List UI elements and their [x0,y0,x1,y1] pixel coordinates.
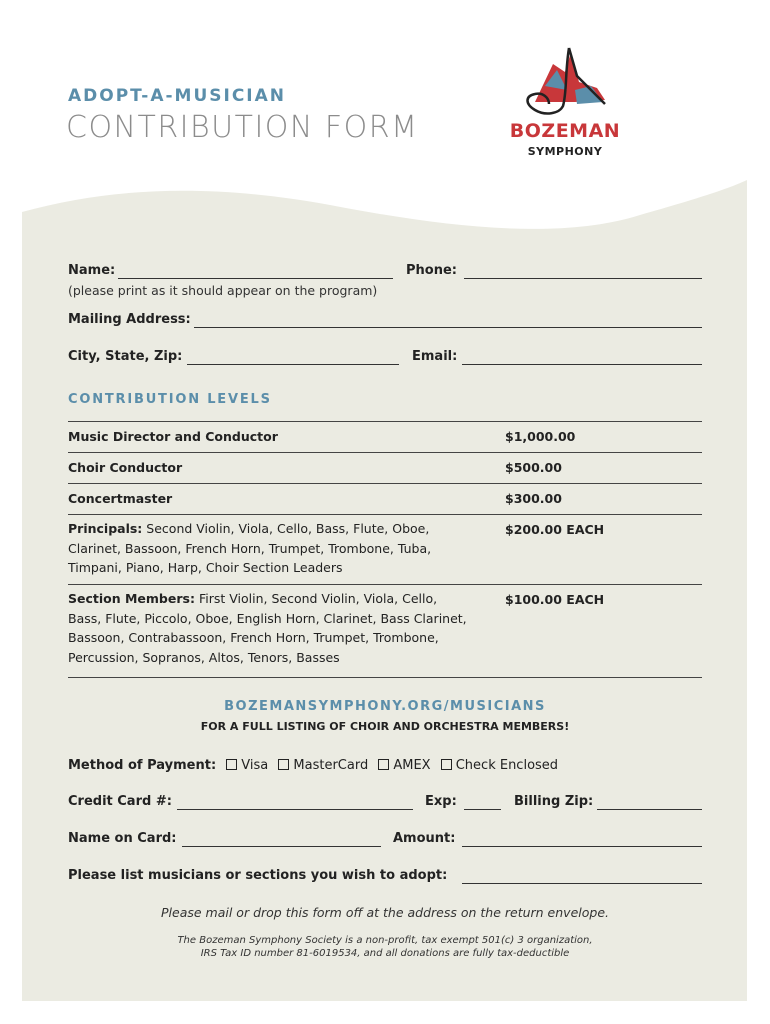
visa-label: Visa [241,758,269,773]
mastercard-label: MasterCard [293,758,369,773]
phone-input-line[interactable] [464,278,702,279]
check-enclosed-label: Check Enclosed [455,758,559,773]
billing-zip-label: Billing Zip: [514,794,594,809]
contribution-levels-title: CONTRIBUTION LEVELS [68,392,272,407]
name-on-card-label: Name on Card: [68,831,177,846]
level-desc-section-members: First Violin, Second Violin, Viola, Cello, Bass, Flute, Piccolo, Oboe, English Horn, Clarinet, Bass Clarinet, Bassoon, Contrabassoon, French Horn, Trumpet, Trombone, Percussion, Sopranos, Altos, Tenors, Basses [68,591,467,665]
check-enclosed-checkbox[interactable] [441,759,452,770]
card-number-label: Credit Card #: [68,794,172,809]
level-amount-concertmaster: $300.00 [505,491,562,506]
level-name-principals: Principals: [68,521,143,536]
email-label: Email: [412,349,458,364]
musicians-input-line[interactable] [462,883,702,884]
divider [68,584,702,585]
divider [68,514,702,515]
website-link[interactable]: BOZEMANSYMPHONY.ORG/MUSICIANS [224,699,546,714]
amex-checkbox[interactable] [378,759,389,770]
level-amount-music-director: $1,000.00 [505,429,576,444]
website-subtext: FOR A FULL LISTING OF CHOIR AND ORCHESTRA MEMBERS! [200,720,570,733]
name-hint: (please print as it should appear on the program) [68,283,378,298]
divider [68,421,702,422]
level-amount-section-members: $100.00 EACH [505,592,605,607]
billing-zip-input-line[interactable] [597,809,702,810]
payment-method-row [68,758,558,773]
level-name-section-members: Section Members: [68,591,195,606]
city-input-line[interactable] [187,364,399,365]
level-amount-choir-conductor: $500.00 [505,460,562,475]
level-principals [68,519,468,578]
amex-label: AMEX [393,758,431,773]
logo-name: BOZEMAN [509,120,621,142]
card-number-input-line[interactable] [177,809,413,810]
city-label: City, State, Zip: [68,349,183,364]
form-eyebrow: ADOPT-A-MUSICIAN [68,86,287,106]
divider [68,452,702,453]
name-on-card-input-line[interactable] [182,846,381,847]
page-title: CONTRIBUTION FORM [66,110,419,145]
mailing-note: Please mail or drop this form off at the address on the return envelope. [161,905,609,920]
name-label: Name: [68,263,116,278]
address-input-line[interactable] [194,327,702,328]
amount-input-line[interactable] [462,846,702,847]
legal-note-line-1: The Bozeman Symphony Society is a non-profit, tax exempt 501(c) 3 organization, [177,935,593,946]
logo-subtitle: SYMPHONY [527,145,603,158]
visa-checkbox[interactable] [226,759,237,770]
phone-label: Phone: [406,263,457,278]
level-name-concertmaster: Concertmaster [68,491,173,506]
musicians-label: Please list musicians or sections you wish to adopt: [68,868,448,883]
level-desc-principals: Second Violin, Viola, Cello, Bass, Flute, Oboe, Clarinet, Bassoon, French Horn, Trumpet, Trombone, Tuba, Timpani, Piano, Harp, Choir Section Leaders [68,521,432,575]
email-input-line[interactable] [462,364,702,365]
legal-note [0,934,770,960]
divider [68,483,702,484]
amount-label: Amount: [393,831,456,846]
address-label: Mailing Address: [68,312,191,327]
name-input-line[interactable] [118,278,393,279]
level-section-members [68,589,468,667]
mastercard-checkbox[interactable] [278,759,289,770]
exp-label: Exp: [425,794,457,809]
payment-method-label: Method of Payment: [68,758,217,773]
level-amount-principals: $200.00 EACH [505,522,605,537]
exp-input-line[interactable] [464,809,501,810]
legal-note-line-2: IRS Tax ID number 81-6019534, and all donations are fully tax-deductible [200,948,570,959]
level-name-music-director: Music Director and Conductor [68,429,278,444]
divider [68,677,702,678]
level-name-choir-conductor: Choir Conductor [68,460,183,475]
